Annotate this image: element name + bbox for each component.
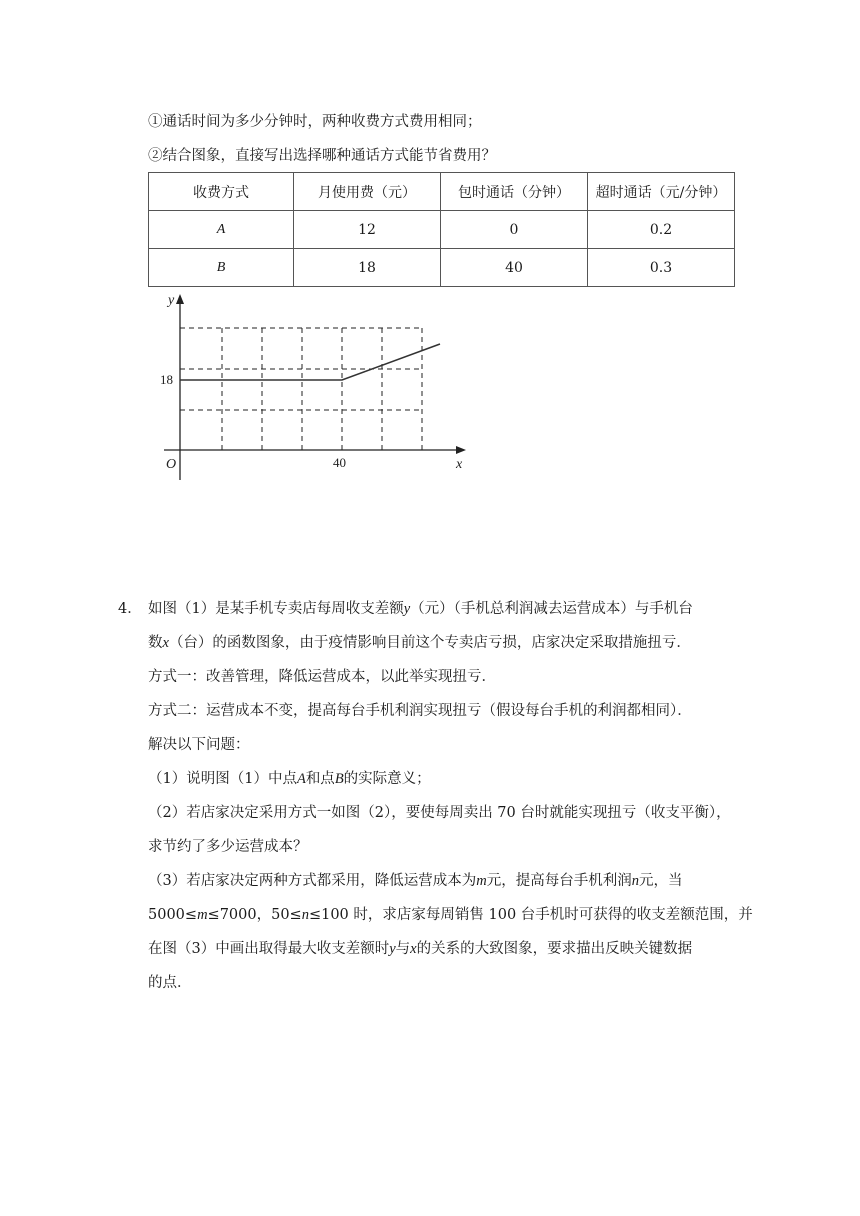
table-header-cell: 收费方式 — [149, 173, 294, 211]
text-segment: （元）（手机总利润减去运营成本）与手机台 — [410, 601, 693, 617]
fee-table — [148, 172, 735, 287]
q4-line — [148, 837, 308, 857]
text-segment: 在图（3）中画出取得最大收支差额时 — [148, 941, 390, 957]
text-segment: 元，当 — [638, 873, 683, 889]
table-row — [149, 249, 735, 287]
text-segment: 的点． — [148, 975, 192, 991]
y-axis-label: y — [168, 293, 175, 308]
q4-line — [148, 973, 192, 993]
table-header-cell: 超时通话（元/分钟） — [588, 173, 735, 211]
text-segment: 与 — [395, 941, 411, 957]
text-segment: （2）若店家决定采用方式一如图（2），要使每周卖出 70 台时就能实现扭亏（收支平衡）， — [148, 805, 731, 821]
text-segment: 5000≤ — [148, 907, 198, 923]
text-segment: 的实际意义； — [343, 771, 431, 787]
math-variable: y — [389, 941, 396, 957]
origin-label: O — [166, 457, 177, 472]
table-cell: 0 — [441, 211, 588, 249]
table-cell: B — [149, 249, 294, 287]
table-cell: A — [149, 211, 294, 249]
q4-line — [148, 701, 692, 721]
text-segment: 元，提高每台手机利润 — [486, 873, 632, 889]
text-segment: 解决以下问题： — [148, 737, 250, 753]
math-variable: n — [631, 873, 639, 889]
text-segment: （3）若店家决定两种方式都采用，降低运营成本为 — [148, 873, 477, 889]
text-segment: 方式一：改善管理，降低运营成本，以此举实现扭亏． — [148, 669, 496, 685]
q3-sub2: ②结合图象，直接写出选择哪种通话方式能节省费用？ — [148, 148, 496, 164]
text-segment: 求节约了多少运营成本？ — [148, 839, 308, 855]
text-segment: 的关系的大致图象，要求描出反映关键数据 — [416, 941, 693, 957]
q4-line — [148, 871, 682, 891]
q4-line — [148, 769, 431, 789]
math-variable: y — [403, 601, 411, 617]
x-axis-label: x — [456, 457, 463, 472]
function-graph — [150, 290, 480, 490]
text-segment: 如图（1）是某手机专卖店每周收支差额 — [148, 601, 404, 617]
math-variable: m — [197, 907, 208, 923]
grid-lines — [180, 328, 422, 450]
text-segment: 数 — [148, 635, 163, 651]
text-segment: （1）说明图（1）中点 — [148, 771, 297, 787]
math-variable: A — [296, 771, 306, 787]
q4-line — [148, 803, 731, 823]
math-variable: x — [410, 941, 417, 957]
x-tick-label: 40 — [333, 455, 346, 470]
q4-line — [148, 667, 496, 687]
q4-line — [148, 633, 691, 653]
y-tick-label: 18 — [160, 372, 173, 387]
table-cell: 0.2 — [588, 211, 735, 249]
question-number: 4． — [118, 601, 142, 617]
x-axis-arrow — [456, 446, 466, 454]
table-row — [149, 211, 735, 249]
text-segment: 方式二：运营成本不变，提高每台手机利润实现扭亏（假设每台手机的利润都相同）． — [148, 703, 692, 719]
math-variable: B — [334, 771, 344, 787]
math-variable: x — [162, 635, 169, 651]
table-header-cell: 包时通话（分钟） — [441, 173, 588, 211]
q4-line — [148, 939, 692, 959]
math-variable: n — [301, 907, 309, 923]
table-header-cell: 月使用费（元） — [294, 173, 441, 211]
text-segment: ≤100 时，求店家每周销售 100 台手机时可获得的收支差额范围，并 — [308, 907, 753, 923]
q4-line — [148, 735, 250, 755]
function-line — [180, 344, 440, 380]
q4-line — [148, 599, 693, 619]
text-segment: ≤7000，50≤ — [207, 907, 302, 923]
table-cell: 40 — [441, 249, 588, 287]
q4-line — [148, 905, 753, 925]
math-variable: m — [476, 873, 487, 889]
table-cell: 12 — [294, 211, 441, 249]
table-header-row — [149, 173, 735, 211]
table-cell: 0.3 — [588, 249, 735, 287]
q3-sub1: ①通话时间为多少分钟时，两种收费方式费用相同； — [148, 114, 482, 130]
y-axis-arrow — [176, 294, 184, 304]
table-cell: 18 — [294, 249, 441, 287]
text-segment: （台）的函数图象，由于疫情影响目前这个专卖店亏损，店家决定采取措施扭亏． — [168, 635, 691, 651]
text-segment: 和点 — [305, 771, 335, 787]
